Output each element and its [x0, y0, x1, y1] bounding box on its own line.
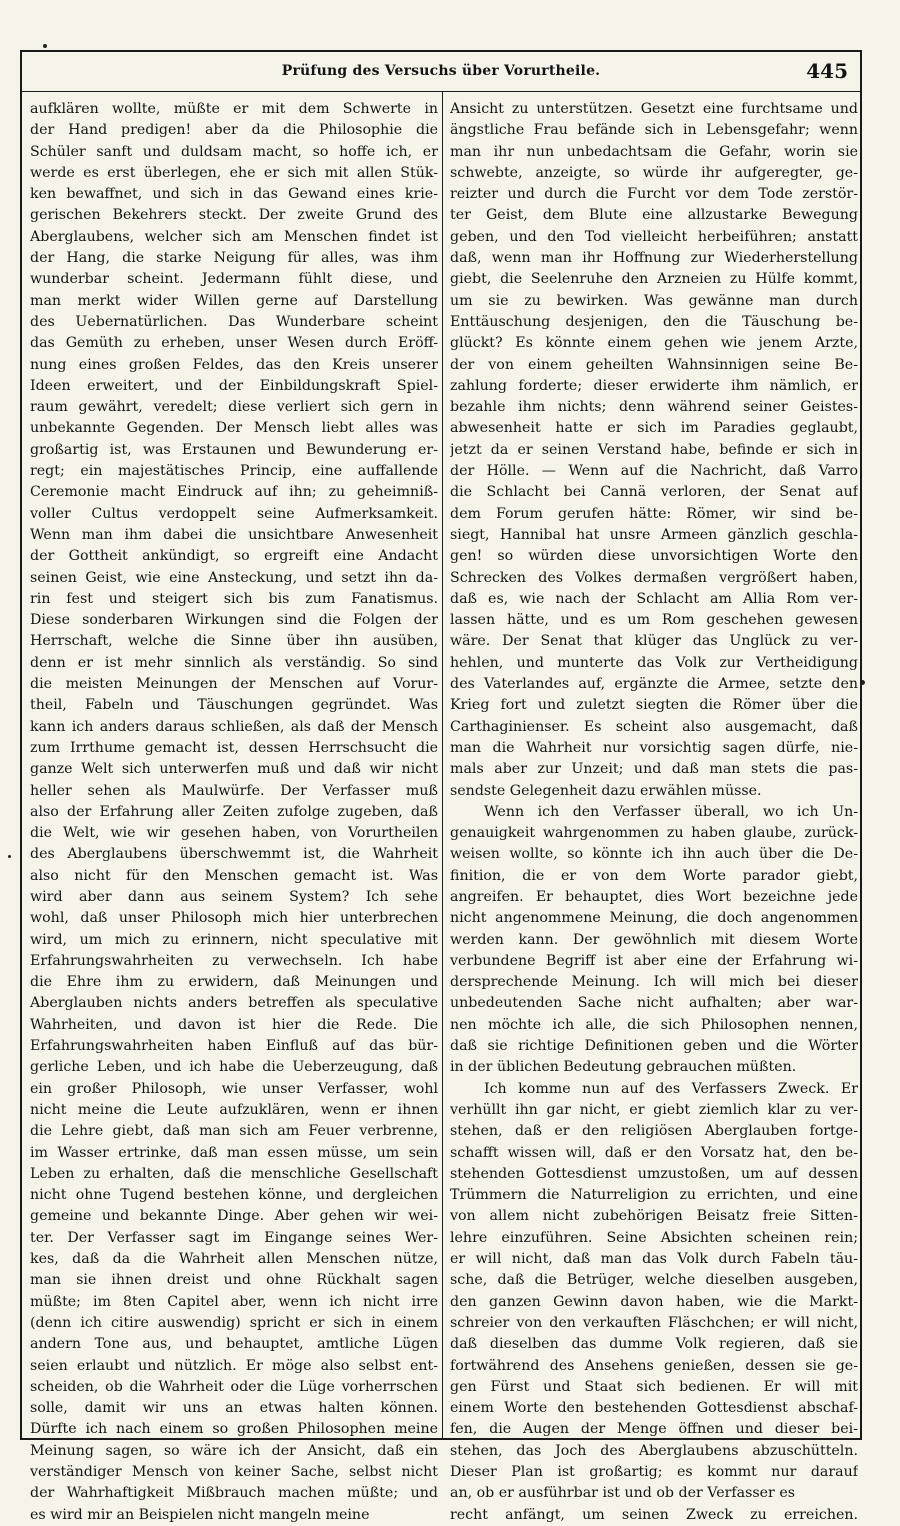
- text-line: er will nicht, daß man das Volk durch Fabeln täu-: [450, 1251, 858, 1268]
- text-line: Herrschaft, welche die Sinne über ihn ausüben,: [30, 633, 438, 650]
- text-line: gerliche Leben, und ich habe die Ueberzeugung, daß: [30, 1059, 438, 1076]
- text-line: es wird mir an Beispielen nicht mangeln meine: [30, 1506, 370, 1523]
- text-line: solle, damit wir uns an etwas halten können.: [30, 1400, 438, 1417]
- text-line: fen, die Augen der Menge öffnen und dieser bei-: [450, 1421, 858, 1438]
- text-line: an, ob er ausführbar ist und ob der Verfasser es: [450, 1485, 796, 1502]
- text-line: fortwährend des Ansehens genießen, dessen sie ge-: [450, 1357, 858, 1374]
- text-line: Ideen erweitert, und der Einbildungskraft Spiel-: [30, 377, 438, 394]
- text-line: daß dieselben das dumme Volk regieren, daß sie: [450, 1336, 858, 1353]
- text-line: rin fest und steigert sich bis zum Fanatismus.: [30, 590, 438, 607]
- text-line: geben, und den Tod vielleicht herbeiführen; anstatt: [450, 228, 858, 245]
- text-line: sche, daß die Betrüger, welche dieselben ausgeben,: [450, 1272, 858, 1289]
- text-line: gerischen Bekehrers steckt. Der zweite Grund des: [30, 207, 438, 224]
- text-line: ein großer Philosoph, wie unser Verfasser, wohl: [30, 1080, 438, 1097]
- text-line: scheiden, ob die Wahrheit oder die Lüge vorherrschen: [30, 1378, 438, 1395]
- text-line: im Wasser ertrinke, daß man essen müsse, um sein: [30, 1144, 438, 1161]
- text-line: ter Geist, dem Blute eine allzustarke Bewegung: [450, 207, 858, 224]
- right-column: [450, 99, 858, 1526]
- text-line: mals aber zur Unzeit; und daß man stets die pas-: [450, 761, 858, 778]
- text-line: in der üblichen Bedeutung gebrauchen müßten.: [450, 1059, 797, 1076]
- text-line: Ceremonie macht Eindruck auf ihn; zu geheimniß-: [30, 484, 438, 501]
- text-line: zum Irrthume gemacht ist, dessen Herrschsucht die: [30, 739, 438, 756]
- text-line: jetzt da er seinen Verstand habe, befinde er sich in: [450, 441, 858, 458]
- text-line: zahlung forderte; dieser erwiderte ihm nämlich, er: [450, 377, 858, 394]
- text-line: der Hölle. — Wenn auf die Nachricht, daß Varro: [450, 463, 858, 480]
- text-line: Krieg fort und zuletzt siegten die Römer über die: [450, 697, 858, 714]
- text-line: man die Wahrheit nur vorsichtig sagen dürfe, nie-: [450, 739, 858, 756]
- column-rule: [442, 92, 443, 1438]
- text-line: schwebte, anzeigte, so würde ihr aufgeregter, ge-: [450, 164, 858, 181]
- text-line: ängstliche Frau befände sich in Lebensgefahr; wenn: [450, 122, 858, 139]
- running-title: Prüfung des Versuchs über Vorurtheile.: [281, 63, 601, 79]
- text-line: das Gemüth zu erheben, unser Wesen durch Eröff-: [30, 335, 438, 352]
- text-line: lehre einzuführen. Seine Absichten scheinen rein;: [450, 1229, 858, 1246]
- text-line: dersprechende Meinung. Ich will mich bei dieser: [450, 974, 858, 991]
- text-line: andern Tone aus, und behauptet, amtliche Lügen: [30, 1336, 438, 1353]
- ink-speck: [43, 44, 47, 48]
- page-frame: [20, 50, 862, 1523]
- text-line: der Hand predigen! aber da die Philosophie die: [30, 122, 438, 139]
- text-line: von allem nicht zubehörigen Beisatz freie Sitten-: [450, 1208, 858, 1225]
- text-line: wohl, daß unser Philosoph mich hier unterbrechen: [30, 910, 438, 927]
- text-line: Wenn man ihm dabei die unsichtbare Anwesenheit: [30, 526, 438, 543]
- text-line: heller sehen als Maulwürfe. Der Verfasser muß: [30, 782, 438, 799]
- text-line: angreifen. Er behauptet, dies Wort bezeichne jede: [450, 888, 858, 905]
- text-line: Wahrheiten, und davon ist hier die Rede. Die: [30, 1016, 438, 1033]
- text-line: die Schlacht bei Cannä verloren, der Senat auf: [450, 484, 858, 501]
- text-line: man ihr nun unbedachtsam die Gefahr, worin sie: [450, 143, 858, 160]
- text-line: der Hang, die starke Neigung für alles, was ihm: [30, 250, 438, 267]
- text-line: stehen, daß er den religiösen Aberglauben fortge-: [450, 1123, 858, 1140]
- text-line: die Lehre giebt, daß man sich am Feuer verbrenne,: [30, 1123, 438, 1140]
- text-line: der Gottheit ankündigt, so ergreift eine Andacht: [30, 548, 438, 565]
- text-line: der Wahrhaftigkeit Mißbrauch machen müßte; und: [30, 1485, 438, 1502]
- text-line: aufklären wollte, müßte er mit dem Schwerte in: [30, 101, 438, 117]
- text-line: wäre. Der Senat that klüger das Unglück zu ver-: [450, 633, 858, 650]
- text-line: Ansicht zu unterstützen. Gesetzt eine furchtsame und: [450, 101, 858, 117]
- text-line: gemeine und bekannte Dinge. Aber gehen wir wei-: [30, 1208, 438, 1225]
- text-line: (denn ich citire auswendig) spricht er sich in einem: [30, 1314, 438, 1331]
- text-line: müßte; im 8ten Capitel aber, wenn ich nicht irre: [30, 1293, 438, 1310]
- text-line: des Aberglaubens überschwemmt ist, die Wahrheit: [30, 846, 438, 863]
- text-line: nicht meine die Leute aufzuklären, wenn er ihnen: [30, 1101, 438, 1118]
- text-line: daß, wenn man ihr Hoffnung zur Wiederherstellung: [450, 250, 858, 267]
- text-line: denn er ist mehr sinnlich als verständig. So sind: [30, 654, 438, 671]
- text-line: man sie ihnen dreist und ohne Rückhalt sagen: [30, 1272, 438, 1289]
- text-line: Enttäuschung desjenigen, den die Täuschung be-: [450, 313, 858, 330]
- text-line: nen möchte ich alle, die sich Philosophen nennen,: [450, 1016, 858, 1033]
- text-line: seinen Geist, wie eine Ansteckung, und setzt ihn da-: [30, 569, 438, 586]
- text-line: theil, Fabeln und Täuschungen gegründet. Was: [30, 697, 438, 714]
- text-line: also nicht für den Menschen gemacht ist. Was: [30, 867, 438, 884]
- text-line: stehenden Gottesdienst umzustoßen, um auf dessen: [450, 1165, 858, 1182]
- text-line: Meinung sagen, so wäre ich der Ansicht, daß ein: [30, 1442, 438, 1459]
- text-line: wird, um mich zu erinnern, nicht speculative mit: [30, 931, 438, 948]
- text-line: regt; ein majestätisches Princip, eine auffallende: [30, 463, 438, 480]
- text-line: unbedeutenden Sache nicht aufhalten; aber war-: [450, 995, 858, 1012]
- text-line: die meisten Meinungen der Menschen auf Vorur-: [30, 676, 438, 693]
- running-head: [22, 52, 860, 92]
- text-line: wird aber dann aus seinem System? Ich sehe: [30, 888, 438, 905]
- text-line: gen Fürst und Staat sich bedienen. Er will mit: [450, 1378, 858, 1395]
- text-line: Schrecken des Volkes dermaßen vergrößert haben,: [450, 569, 858, 586]
- text-line: nicht ohne Tugend bestehen könne, und dergleichen: [30, 1187, 438, 1204]
- text-line: hehlen, und munterte das Volk zur Vertheidigung: [450, 654, 858, 671]
- text-line: lassen hätte, und es um Rom geschehen gewesen: [450, 612, 858, 629]
- text-line: einem Worte den bestehenden Gottesdienst abschaf-: [450, 1400, 858, 1417]
- text-line: Diese sonderbaren Wirkungen sind die Folgen der: [30, 612, 438, 629]
- text-line: Aberglauben nichts anders betreffen als speculative: [30, 995, 438, 1012]
- text-line: gen! so würden diese unvorsichtigen Worte den: [450, 548, 858, 565]
- text-line: Ich komme nun auf des Verfassers Zweck. Er: [484, 1080, 858, 1097]
- text-line: daß sie richtige Definitionen geben und die Wörter: [450, 1038, 858, 1055]
- text-line: dem Forum gerufen hätte: Römer, wir sind be-: [450, 505, 858, 522]
- text-line: voller Cultus verdoppelt seine Aufmerksamkeit.: [30, 505, 438, 522]
- text-line: Dieser Plan ist großartig; es kommt nur darauf: [450, 1464, 858, 1480]
- text-line: unbekannte Gegenden. Der Mensch liebt alles was: [30, 420, 438, 437]
- text-line: Dürfte ich nach einem so großen Philosophen meine: [30, 1421, 438, 1438]
- text-line: die Ehre ihm zu erwidern, daß Meinungen und: [30, 974, 438, 991]
- page-number: 445: [806, 59, 848, 83]
- text-line: sendste Gelegenheit dazu erwählen müsse.: [450, 782, 762, 799]
- text-line: werde es erst überlegen, ehe er sich mit allen Stük-: [30, 164, 438, 181]
- text-line: daß es, wie nach der Schlacht am Allia Rom ver-: [450, 590, 858, 607]
- text-line: verhüllt ihn gar nicht, er giebt ziemlich klar zu ver-: [450, 1101, 858, 1118]
- text-line: abwesenheit hatte er sich im Paradies geglaubt,: [450, 420, 858, 437]
- text-line: Wenn ich den Verfasser überall, wo ich Un-: [484, 803, 858, 820]
- text-line: des Vaterlandes auf, ergänzte die Armee, setzte den: [450, 676, 858, 693]
- text-line: großartig ist, was Erstaunen und Bewunderung er-: [30, 441, 438, 458]
- text-line: Leben zu erhalten, daß die menschliche Gesellschaft: [30, 1165, 438, 1182]
- text-line: kes, daß da die Wahrheit allen Menschen nütze,: [30, 1251, 438, 1268]
- text-line: genauigkeit wahrgenommen zu haben glaube, zurück-: [450, 825, 858, 842]
- text-line: der von einem geheilten Wahnsinnigen seine Be-: [450, 356, 858, 373]
- ink-speck: [8, 855, 11, 858]
- text-line: bezahle ihm nichts; denn während seiner Geistes-: [450, 399, 858, 416]
- text-line: giebt, die Seelenruhe den Arzneien zu Hülfe kommt,: [450, 271, 858, 288]
- text-line: ganze Welt sich unterwerfen muß und daß wir nicht: [30, 761, 438, 778]
- text-line: Trümmern die Naturreligion zu errichten, und eine: [450, 1187, 858, 1204]
- text-line: verständiger Mensch von keiner Sache, selbst nicht: [30, 1464, 438, 1480]
- text-line: ter. Der Verfasser sagt im Eingange seines Wer-: [30, 1229, 438, 1246]
- text-line: stehen, das Joch des Aberglaubens abzuschütteln.: [450, 1442, 858, 1459]
- text-line: Erfahrungswahrheiten zu verwechseln. Ich habe: [30, 952, 438, 969]
- text-line: glückt? Es könnte einem gehen wie jenem Arzte,: [450, 335, 858, 352]
- text-line: nung eines großen Feldes, das den Kreis unserer: [30, 356, 438, 373]
- text-line: seien erlaubt und nützlich. Er möge also selbst ent-: [30, 1357, 438, 1374]
- text-line: Schüler sanft und duldsam macht, so hoffe ich, er: [30, 143, 438, 160]
- text-line: werden kann. Der gewöhnlich mit diesem Worte: [450, 931, 858, 948]
- text-line: um sie zu bewirken. Was gewänne man durch: [450, 292, 858, 309]
- text-line: nicht angenommene Meinung, die doch angenommen: [450, 910, 858, 927]
- text-line: reizter und durch die Furcht vor dem Tode zerstör-: [450, 186, 858, 203]
- text-line: weisen wollte, so könnte ich ihn auch über die De-: [450, 846, 858, 863]
- text-line: also der Erfahrung aller Zeiten zufolge zugeben, daß: [30, 803, 438, 820]
- text-line: die Welt, wie wir gesehen haben, von Vorurtheilen: [30, 825, 438, 842]
- text-line: wunderbar scheint. Jedermann fühlt diese, und: [30, 271, 438, 288]
- text-line: man merkt wider Willen gerne auf Darstellung: [30, 292, 438, 309]
- left-column: [30, 99, 438, 1526]
- text-line: Erfahrungswahrheiten haben Einfluß auf das bür-: [30, 1038, 438, 1055]
- text-line: finition, die er von dem Worte parador giebt,: [450, 867, 858, 884]
- text-line: den ganzen Gewinn davon haben, wie die Markt-: [450, 1293, 858, 1310]
- text-line: Carthaginienser. Es scheint also ausgemacht, daß: [450, 718, 858, 735]
- text-line: des Uebernatürlichen. Das Wunderbare scheint: [30, 313, 438, 330]
- text-line: verbundene Begriff ist aber eine der Erfahrung wi-: [450, 952, 858, 969]
- text-line: ken bewaffnet, und sich in das Gewand eines krie-: [30, 186, 438, 203]
- text-line: raum gewährt, veredelt; diese verliert sich gern in: [30, 399, 438, 416]
- text-line: schafft wissen will, daß er den Vorsatz hat, den be-: [450, 1144, 858, 1161]
- text-line: Aberglaubens, welcher sich am Menschen findet ist: [30, 228, 438, 245]
- text-line: recht anfängt, um seinen Zweck zu erreichen.: [450, 1506, 858, 1523]
- text-line: siegt, Hannibal hat unsre Armeen gänzlich geschla-: [450, 526, 858, 543]
- text-line: schreier von den verkauften Fläschchen; er will nicht,: [450, 1314, 858, 1331]
- text-line: kann ich anders daraus schließen, als daß der Mensch: [30, 718, 438, 735]
